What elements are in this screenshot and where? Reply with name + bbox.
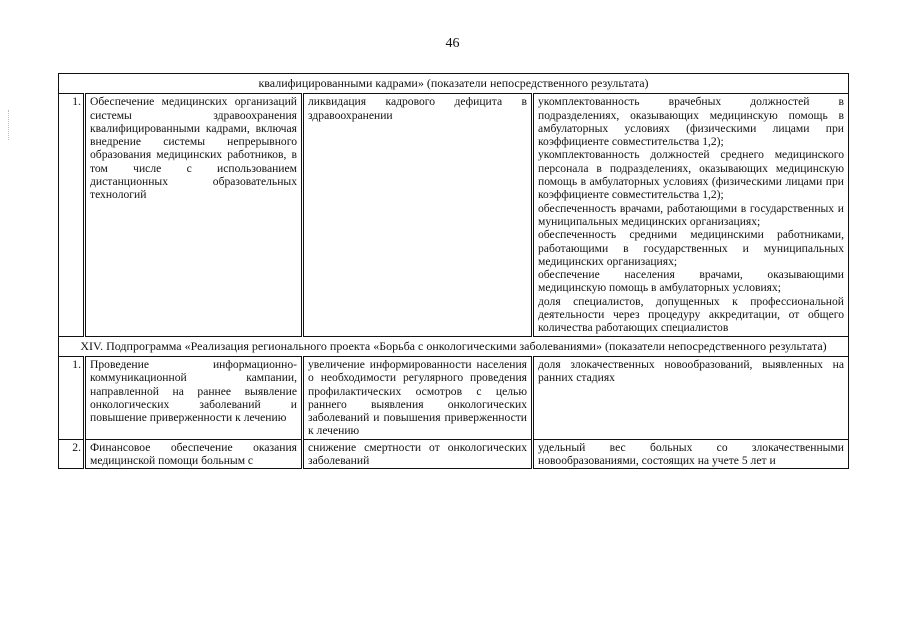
action-cell: Финансовое обеспечение оказания медицинской помощи больным с [85, 439, 303, 469]
margin-mark [8, 110, 10, 140]
effect-cell: снижение смертности от онкологических заболеваний [303, 439, 533, 469]
indicator-cell: удельный вес больных со злокачественными новообразованиями, состоящих на учете 5 лет и [533, 439, 849, 469]
row-number: 2. [59, 439, 85, 469]
effect-cell: увеличение информированности населения о необходимости регулярного проведения профилактических осмотров с целью раннего выявления онкологических заболеваний и повышения приверженности к лечению [303, 356, 533, 439]
indicator-item: укомплектованность должностей среднего медицинского персонала в подразделениях, оказывающих медицинскую помощь в амбулаторных условиях (физическими лицами при коэффициенте совместительства 1,2); [538, 148, 844, 202]
section-title-row [59, 336, 849, 356]
table-header-row [59, 74, 849, 94]
indicator-item: укомплектованность врачебных должностей в подразделениях, оказывающих медицинскую помощь в амбулаторных условиях (физическими лицами при коэффициенте совместительства 1,2); [538, 95, 844, 149]
indicators-table [58, 73, 849, 469]
header-row-text: квалифицированными кадрами» (показатели непосредственного результата) [59, 74, 849, 94]
indicator-item: доля специалистов, допущенных к профессиональной деятельности через процедуру аккредитации, от общего количества работающих специалистов [538, 294, 844, 335]
action-cell: Обеспечение медицинских организаций системы здравоохранения квалифицированными кадрами, включая внедрение системы непрерывного образования медицинских работников, в том числе с использованием дистанционных образовательных технологий [85, 94, 303, 336]
table-row [59, 94, 849, 336]
indicator-item: обеспеченность средними медицинскими работниками, работающими в государственных и муниципальных медицинских организациях; [538, 228, 844, 268]
page-number: 46 [445, 36, 460, 51]
indicator-item: обеспечение населения врачами, оказывающими медицинскую помощь в амбулаторных условиях; [538, 268, 844, 295]
action-cell: Проведение информационно-коммуникационной кампании, направленной на раннее выявление онкологических заболеваний и повышение приверженности к лечению [85, 356, 303, 439]
indicator-cell: доля злокачественных новообразований, выявленных на ранних стадиях [533, 356, 849, 439]
row-number: 1. [59, 356, 85, 439]
row-number: 1. [59, 94, 85, 336]
table-row [59, 356, 849, 439]
section-title: XIV. Подпрограмма «Реализация регионального проекта «Борьба с онкологическими заболеваниями» (показатели непосредственного результата) [59, 336, 849, 356]
table-row [59, 439, 849, 469]
effect-cell: ликвидация кадрового дефицита в здравоохранении [303, 94, 533, 336]
indicators-cell [533, 94, 849, 336]
indicator-item: обеспеченность врачами, работающими в государственных и муниципальных медицинских организациях; [538, 201, 844, 228]
